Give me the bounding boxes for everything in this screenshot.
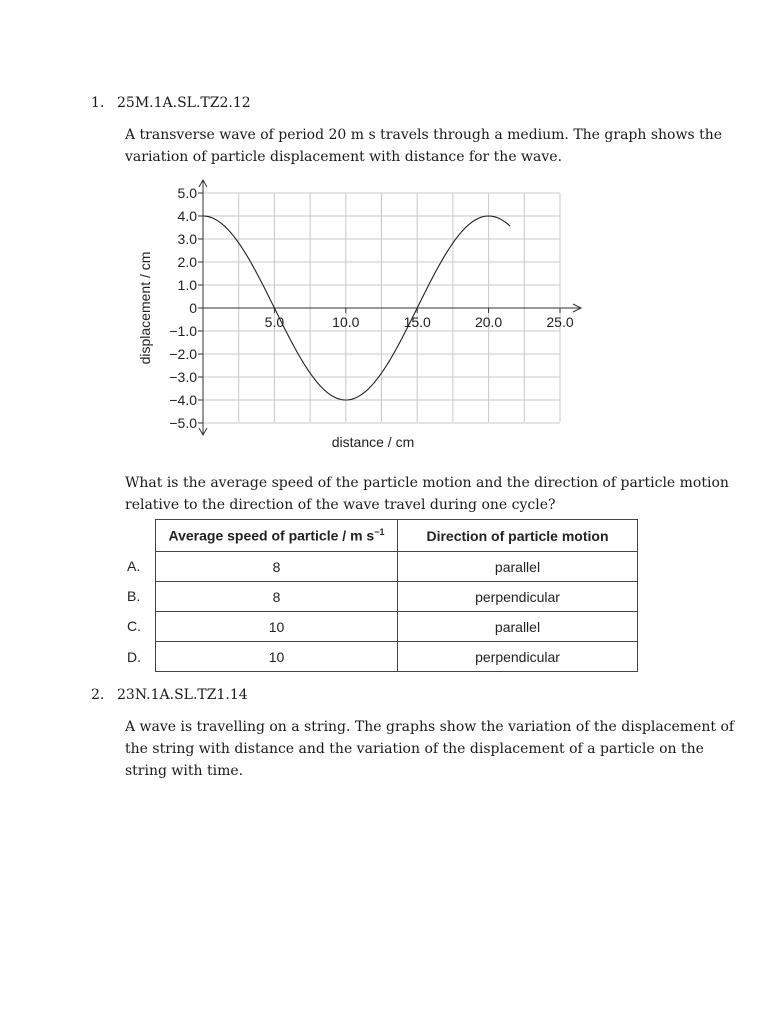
table-row — [156, 612, 638, 642]
header-direction: Direction of particle motion — [398, 520, 638, 552]
x-tick-label: 20.0 — [474, 314, 503, 330]
x-tick-label: 5.0 — [264, 314, 285, 330]
table-row — [156, 582, 638, 612]
speed-cell: 10 — [156, 612, 398, 642]
table-row — [156, 552, 638, 582]
direction-cell: perpendicular — [398, 582, 638, 612]
intro-line: A transverse wave of period 20 m s travels through a medium. The graph shows the — [125, 127, 723, 143]
question-1-prompt — [125, 472, 729, 516]
table-row — [156, 642, 638, 672]
chart-y-label: displacement / cm — [137, 251, 153, 365]
y-tick-label: 3.0 — [177, 231, 197, 247]
question-2-code: 23N.1A.SL.TZ1.14 — [117, 687, 248, 703]
y-tick-label: 2.0 — [177, 254, 197, 270]
chart-axes — [199, 180, 581, 435]
prompt-line: relative to the direction of the wave travel during one cycle? — [125, 497, 556, 513]
option-label-c: C. — [127, 618, 141, 634]
q2-line: A wave is travelling on a string. The graphs show the variation of the displacement of — [125, 719, 735, 735]
y-tick-label: 0 — [189, 300, 197, 316]
direction-cell: perpendicular — [398, 642, 638, 672]
q2-line: string with time. — [125, 763, 244, 779]
y-tick-label: −2.0 — [169, 346, 197, 362]
option-label-b: B. — [127, 588, 141, 604]
option-label-d: D. — [127, 649, 141, 665]
y-tick-label: −3.0 — [169, 369, 197, 385]
question-1-number: 1. — [91, 95, 105, 111]
y-tick-label: 4.0 — [177, 208, 197, 224]
y-tick-label: −4.0 — [169, 392, 197, 408]
speed-cell: 8 — [156, 582, 398, 612]
question-1-code: 25M.1A.SL.TZ2.12 — [117, 95, 251, 111]
option-label-a: A. — [127, 558, 141, 574]
answer-options-table — [155, 519, 638, 672]
x-tick-label: 15.0 — [403, 314, 431, 330]
q2-line: the string with distance and the variation of the displacement of a particle on the — [125, 741, 704, 757]
header-average-speed: Average speed of particle / m $s^{-1}$ — [156, 520, 398, 552]
displacement-distance-graph — [0, 0, 768, 470]
y-tick-label: −1.0 — [169, 323, 197, 339]
intro-line: variation of particle displacement with distance for the wave. — [125, 149, 563, 165]
speed-cell: 10 — [156, 642, 398, 672]
x-tick-label: 25.0 — [546, 314, 574, 330]
prompt-line: What is the average speed of the particle motion and the direction of particle motion — [125, 475, 729, 491]
chart-x-label: distance / cm — [331, 434, 415, 450]
direction-cell: parallel — [398, 612, 638, 642]
question-2-number: 2. — [91, 687, 105, 703]
y-tick-label: 1.0 — [177, 277, 197, 293]
table-header-row — [156, 520, 638, 552]
question-2-text — [125, 716, 735, 782]
x-tick-label: 10.0 — [332, 314, 360, 330]
y-tick-label: −5.0 — [169, 415, 197, 431]
y-tick-label: 5.0 — [177, 185, 197, 201]
speed-cell: 8 — [156, 552, 398, 582]
direction-cell: parallel — [398, 552, 638, 582]
